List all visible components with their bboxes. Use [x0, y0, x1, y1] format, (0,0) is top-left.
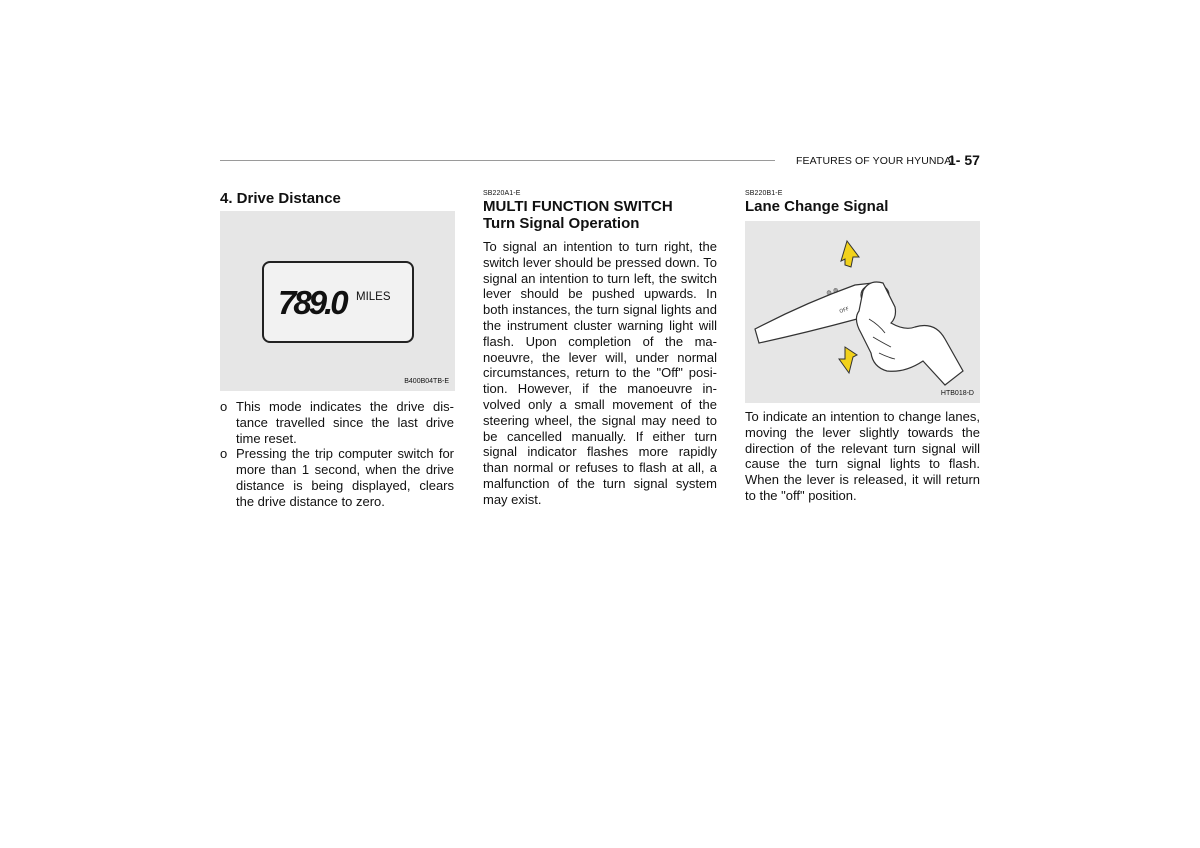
- lever-off-label: OFF: [838, 306, 850, 315]
- turn-signal-body: To signal an intention to turn right, the switch lever should be pressed down. To signal an intention to turn left, the switch lever should be pushed upwards. In both instances, the turn signal lights and the instrument cluster warning light will flash. Upon completion of the ma-noeuvre, the lever will, under normal circumstances, return to the "Off" posi-tion. However, if the manoeuvre in-volved only a small movement of the steering wheel, the signal may need to be cancelled manually. If either turn signal indicator flashes more rapidly than normal or refuses to flash at all, a malfunction of the turn signal system may exist.: [483, 239, 717, 507]
- section-code: SB220A1-E: [483, 190, 521, 197]
- bullet-item: [220, 399, 454, 446]
- bullet-mark: o: [220, 446, 228, 462]
- bullet-text: This mode indicates the drive dis-tance travelled since the last drive time reset.: [236, 399, 454, 446]
- bullet-text: Pressing the trip computer switch for more than 1 second, when the drive distance is being displayed, clears the drive distance to zero.: [236, 446, 454, 509]
- section-title: FEATURES OF YOUR HYUNDAI: [796, 155, 955, 167]
- bullet-item: [220, 446, 454, 509]
- page-number: 1- 57: [948, 152, 980, 168]
- lcd-value: 789.0: [278, 284, 346, 321]
- figure-code: HTB018-D: [940, 390, 974, 397]
- lane-change-figure: [745, 221, 980, 403]
- drive-distance-bullets: [220, 399, 454, 510]
- lcd-display: [262, 261, 414, 343]
- multi-function-heading: MULTI FUNCTION SWITCH: [483, 198, 673, 215]
- arrow-down-icon: [839, 347, 857, 373]
- column-multi-function-switch: [483, 190, 718, 508]
- lane-change-heading: Lane Change Signal: [745, 198, 889, 215]
- figure-code: B400B04TB-E: [404, 378, 449, 385]
- bullet-mark: o: [220, 399, 228, 414]
- column-drive-distance: [220, 190, 455, 510]
- svg-text:◍ ◍: ◍ ◍: [825, 286, 840, 297]
- section-code: SB220B1-E: [745, 190, 783, 197]
- turn-signal-heading: Turn Signal Operation: [483, 215, 640, 232]
- arrow-up-icon: [841, 241, 859, 267]
- odometer-figure: [220, 211, 455, 391]
- lane-change-body: To indicate an intention to change lanes, moving the lever slightly towards the direction of the relevant turn signal will cause the turn signal lights to flash. When the lever is released, it will return to the "off" position.: [745, 409, 980, 503]
- drive-distance-heading: 4. Drive Distance: [220, 190, 341, 207]
- lcd-unit: MILES: [356, 291, 391, 303]
- turn-signal-lever-illustration: [745, 221, 980, 403]
- header-rule: [220, 160, 775, 161]
- column-lane-change: [745, 190, 980, 504]
